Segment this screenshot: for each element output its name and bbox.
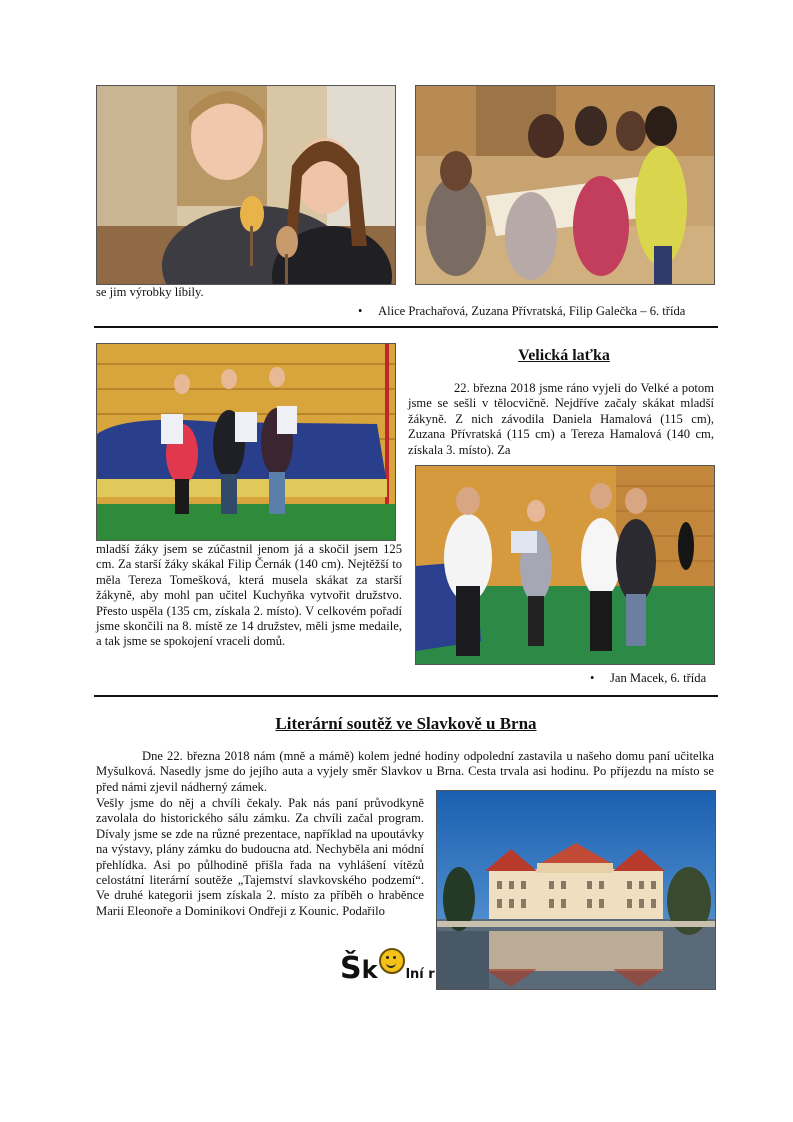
section3-para-left: Vešly jsme do něj a chvíli čekaly. Pak nás paní průvodkyně zavolala do historického sálu zámku. Za chvíli začal program. Dívaly jsme se zde na různé prezentace, například na upoutávky na výstavy, plány zámku do budoucna atd. Nechyběla ani módní přehlídka. Asi po půlhodině přišla řada na vyhlášení vítězů celostátní literární soutěže „Tajemství slavkovského podzemí“. Ve druhé kategorii jsem získala 2. místo za příběh o hraběnce Marii Eleonoře a Dominikovi Ondřeji z Kounic. Podařilo bbox=[96, 796, 424, 918]
photo-children-crafting bbox=[415, 85, 715, 285]
section2-para-right: 22. března 2018 jsme ráno vyjeli do Velké a potom jsme se sešli v tělocvičně. Nejdříve začaly skákat mladší žákyně. Z nich závodila Daniela Hamalová (115 cm), Zuzana Přívratská (115 cm) a Tereza Hamalová (140 cm, získala 3. místo). Za bbox=[408, 381, 714, 457]
section2-para-left: mladší žáky jsem se zúčastnil jenom já a skočil jsem 125 cm. Za starší žáky skákal Filip Černák (140 cm). Nejtěžší to měla Tereza Tomešková, která musela skákat za starší žákyně, aby mohl pan učitel Kuchyňka vytvořit družstvo. Přesto uspěla (135 cm, získala 2. místo). V celkovém pořadí jsme skončili na 8. místě ze 14 družstev, měli jsme medaile, a tak jsme se spokojení vraceli domů. bbox=[96, 542, 402, 649]
section3-para-full: Dne 22. března 2018 nám (mně a mámě) kolem jedné hodiny odpolední zastavila u našeho domu paní učitelka Myšulková. Nasedly jsme do jejího auta a vyjely směr Slavkov u Brna. Cesta trvala asi hodinu. Po příjezdu na místo se před námi zjevil nádherný zámek. bbox=[96, 749, 714, 794]
divider-2 bbox=[94, 695, 718, 697]
section2-title: Velická laťka bbox=[518, 347, 610, 364]
divider-1 bbox=[94, 326, 718, 328]
logo-letter-k: k bbox=[361, 956, 378, 982]
photo-slavkov-chateau bbox=[436, 790, 716, 990]
photo-medalists bbox=[96, 343, 396, 541]
section1-caption: se jim výrobky líbily. bbox=[96, 285, 204, 299]
logo-letter: Š bbox=[340, 951, 362, 982]
section3-title: Literární soutěž ve Slavkově u Brna bbox=[275, 714, 537, 733]
logo-tail: lní r bbox=[405, 967, 435, 982]
photo-award-ceremony bbox=[415, 465, 715, 665]
footer-logo bbox=[340, 948, 436, 982]
photo-girls-with-crafts bbox=[96, 85, 396, 285]
section2-author: • Jan Macek, 6. třída bbox=[610, 670, 706, 686]
smiley-icon bbox=[379, 948, 405, 974]
section1-authors: • Alice Prachařová, Zuzana Přívratská, Filip Galečka – 6. třída bbox=[378, 303, 685, 319]
